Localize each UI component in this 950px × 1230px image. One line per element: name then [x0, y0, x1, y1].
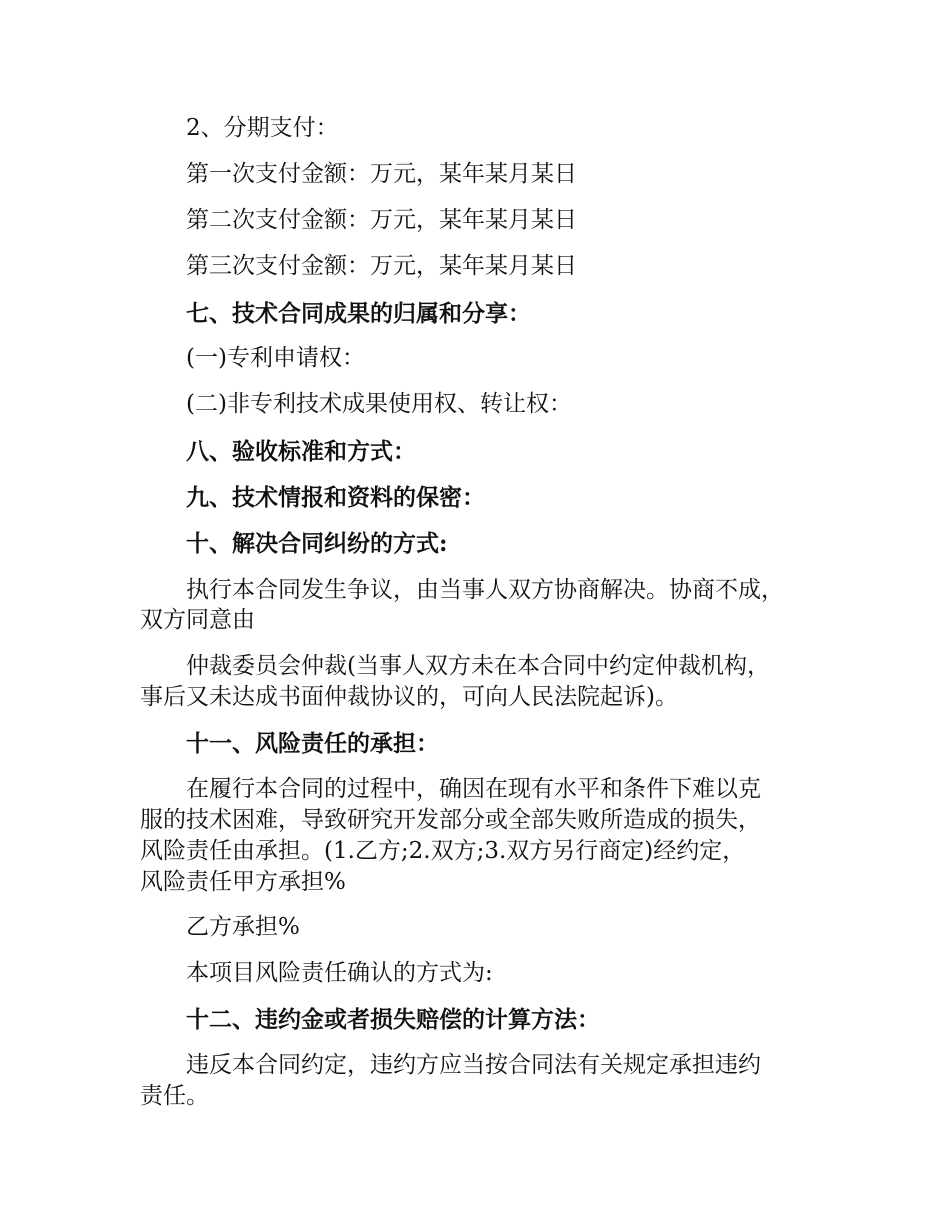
first-payment-line: 第一次支付金额：万元，某年某月某日 — [186, 161, 577, 187]
risk-paragraph-line-1: 在履行本合同的过程中，确因在现有水平和条件下难以克 — [186, 776, 761, 802]
breach-paragraph-line-1: 违反本合同约定，违约方应当按合同法有关规定承担违约 — [186, 1052, 761, 1078]
dispute-paragraph-line-2: 双方同意由 — [140, 607, 255, 633]
risk-paragraph-line-2: 服的技术困难，导致研究开发部分或全部失败所造成的损失， — [140, 807, 761, 833]
section-7-heading: 七、技术合同成果的归属和分享： — [186, 300, 531, 327]
section-9-heading: 九、技术情报和资料的保密： — [186, 484, 485, 511]
installment-heading: 2、分期支付： — [186, 115, 339, 141]
second-payment-line: 第二次支付金额：万元，某年某月某日 — [186, 207, 577, 233]
risk-paragraph-line-3: 风险责任由承担。(1.乙方;2.双方;3.双方另行商定)经约定， — [140, 838, 746, 864]
section-12-heading: 十二、违约金或者损失赔偿的计算方法： — [186, 1006, 600, 1033]
dispute-paragraph-line-1: 执行本合同发生争议，由当事人双方协商解决。协商不成， — [186, 577, 784, 603]
risk-paragraph-line-4: 风险责任甲方承担% — [140, 869, 346, 895]
section-8-heading: 八、验收标准和方式： — [186, 438, 416, 465]
patent-right-item: (一)专利申请权： — [186, 345, 365, 371]
section-11-heading: 十一、风险责任的承担： — [186, 730, 439, 757]
non-patent-right-item: (二)非专利技术成果使用权、转让权： — [186, 391, 572, 417]
arbitration-paragraph-line-2: 事后又未达成书面仲裁协议的，可向人民法院起诉)。 — [140, 684, 678, 710]
section-10-heading: 十、解决合同纠纷的方式: — [186, 530, 448, 557]
party-b-share-line: 乙方承担% — [186, 914, 300, 940]
breach-paragraph-line-2: 责任。 — [140, 1083, 209, 1109]
third-payment-line: 第三次支付金额：万元，某年某月某日 — [186, 253, 577, 279]
risk-confirmation-line: 本项目风险责任确认的方式为: — [186, 960, 493, 986]
arbitration-paragraph-line-1: 仲裁委员会仲裁(当事人双方未在本合同中约定仲裁机构， — [186, 653, 770, 679]
